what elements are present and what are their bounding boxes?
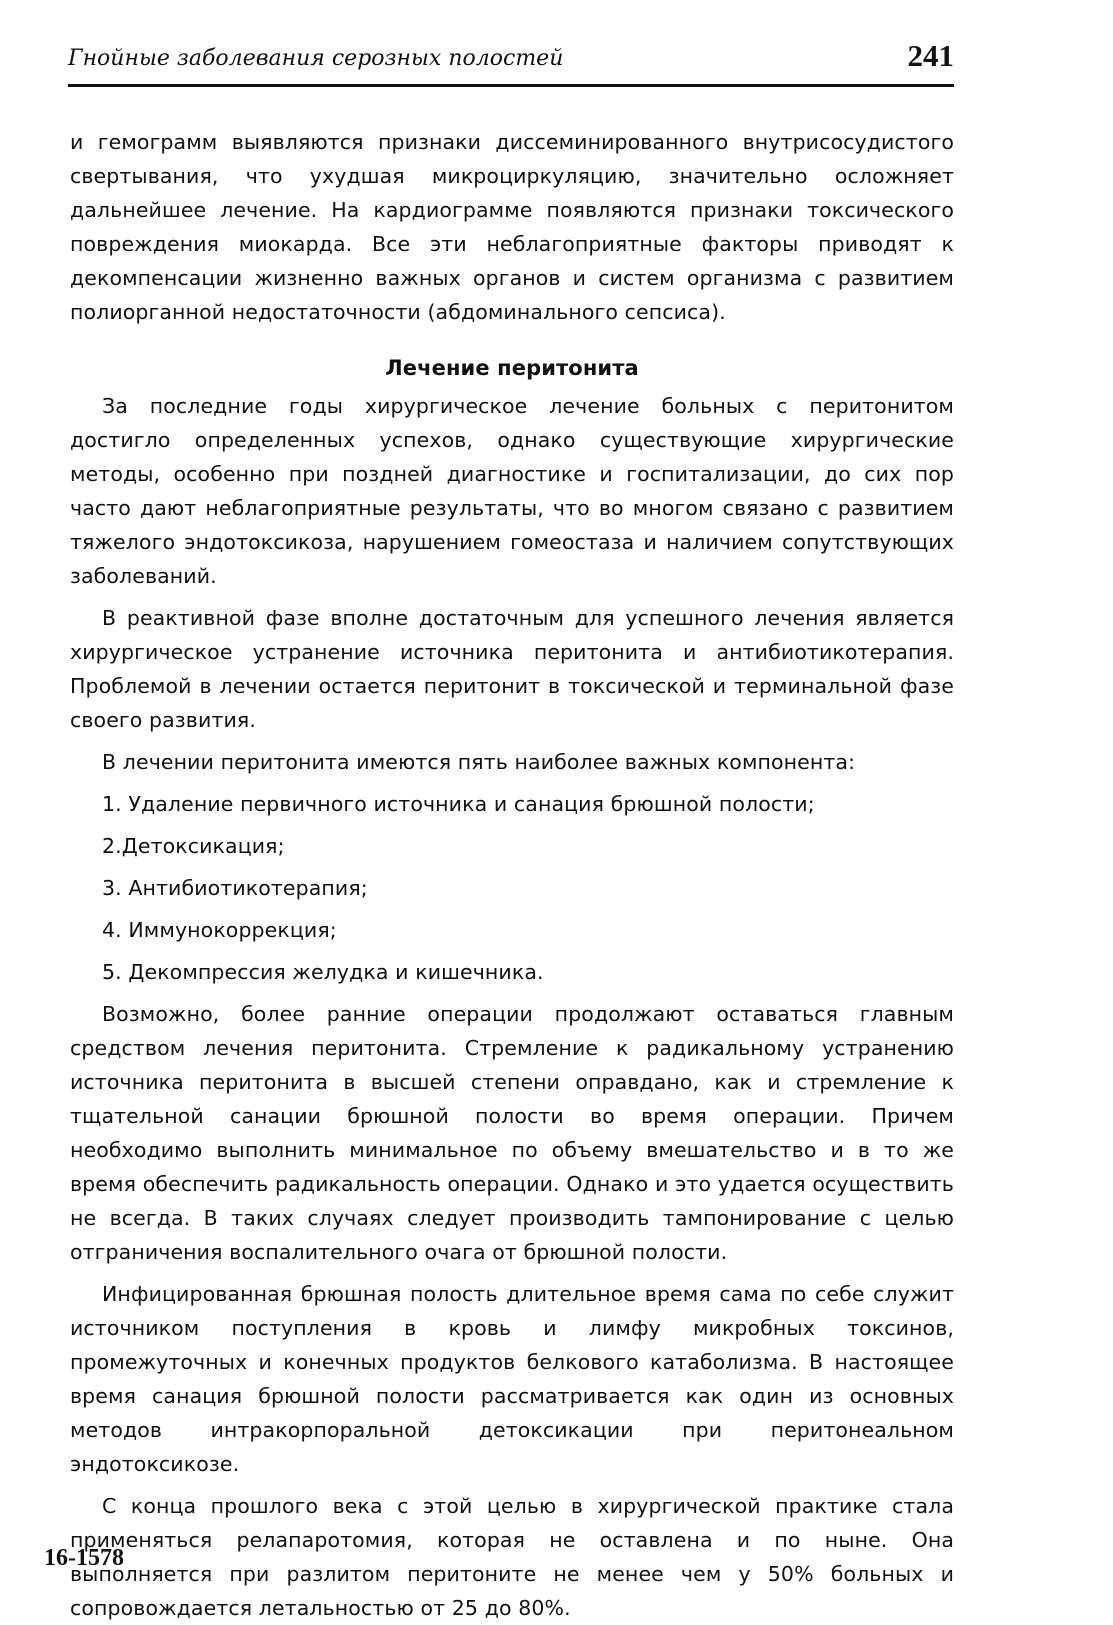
- paragraph: Инфицированная брюшная полость длительное время сама по себе служит источником поступления в кровь и лимфу микробных токсинов, промежуточных и конечных продуктов белкового катаболизма. В настоящее время санация брюшной полости рассматривается как один из основных методов интракорпоральной детоксикации при перитонеальном эндотоксикозе.: [70, 1282, 954, 1476]
- paragraph: В реактивной фазе вполне достаточным для успешного лечения является хирургическое устранение источника перитонита и антибиотикотерапия. Проблемой в лечении остается перитонит в токсической и терминальной фазе своего развития.: [70, 606, 954, 732]
- running-title: Гнойные заболевания серозных полостей: [68, 46, 564, 71]
- list-item: 5. Декомпрессия желудка и кишечника.: [102, 960, 544, 984]
- page-number: 241: [907, 38, 954, 73]
- list-item: 3. Антибиотикотерапия;: [102, 876, 368, 900]
- section-heading: Лечение перитонита: [385, 356, 639, 380]
- list-item: 4. Иммунокоррекция;: [102, 918, 337, 942]
- running-header: [68, 38, 954, 87]
- paragraph: С конца прошлого века с этой целью в хирургической практике стала применяться релапаротомия, которая не оставлена и по ныне. Она выполняется при разлитом перитоните не менее чем у 50% больных и сопровождается летальностью от 25 до 80%.: [70, 1494, 954, 1620]
- printer-signature: 16-1578: [44, 1545, 124, 1571]
- list-item: 2.Детоксикация;: [102, 834, 285, 858]
- paragraph: и гемограмм выявляются признаки диссеминированного внутрисосудистого свертывания, что ухудшая микроциркуляцию, значительно осложняет дальнейшее лечение. На кардиограмме появляются признаки токсического повреждения миокарда. Все эти неблагоприятные факторы приводят к декомпенсации жизненно важных органов и систем организма с развитием полиорганной недостаточности (абдоминального сепсиса).: [70, 130, 954, 324]
- paragraph: Возможно, более ранние операции продолжают оставаться главным средством лечения перитонита. Стремление к радикальному устранению источника перитонита в высшей степени оправдано, как и стремление к тщательной санации брюшной полости во время операции. Причем необходимо выполнить минимальное по объему вмешательство и в то же время обеспечить радикальность операции. Однако и это удается осуществить не всегда. В таких случаях следует производить тампонирование с целью отграничения воспалительного очага от брюшной полости.: [70, 1002, 954, 1264]
- list-item: 1. Удаление первичного источника и санация брюшной полости;: [102, 792, 815, 816]
- paragraph: За последние годы хирургическое лечение больных с перитонитом достигло определенных успехов, однако существующие хирургические методы, особенно при поздней диагностике и госпитализации, до сих пор часто дают неблагоприятные результаты, что во многом связано с развитием тяжелого эндотоксикоза, нарушением гомеостаза и наличием сопутствующих заболеваний.: [70, 394, 954, 588]
- body-text: [70, 125, 954, 1625]
- paragraph: В лечении перитонита имеются пять наиболее важных компонента:: [102, 750, 856, 774]
